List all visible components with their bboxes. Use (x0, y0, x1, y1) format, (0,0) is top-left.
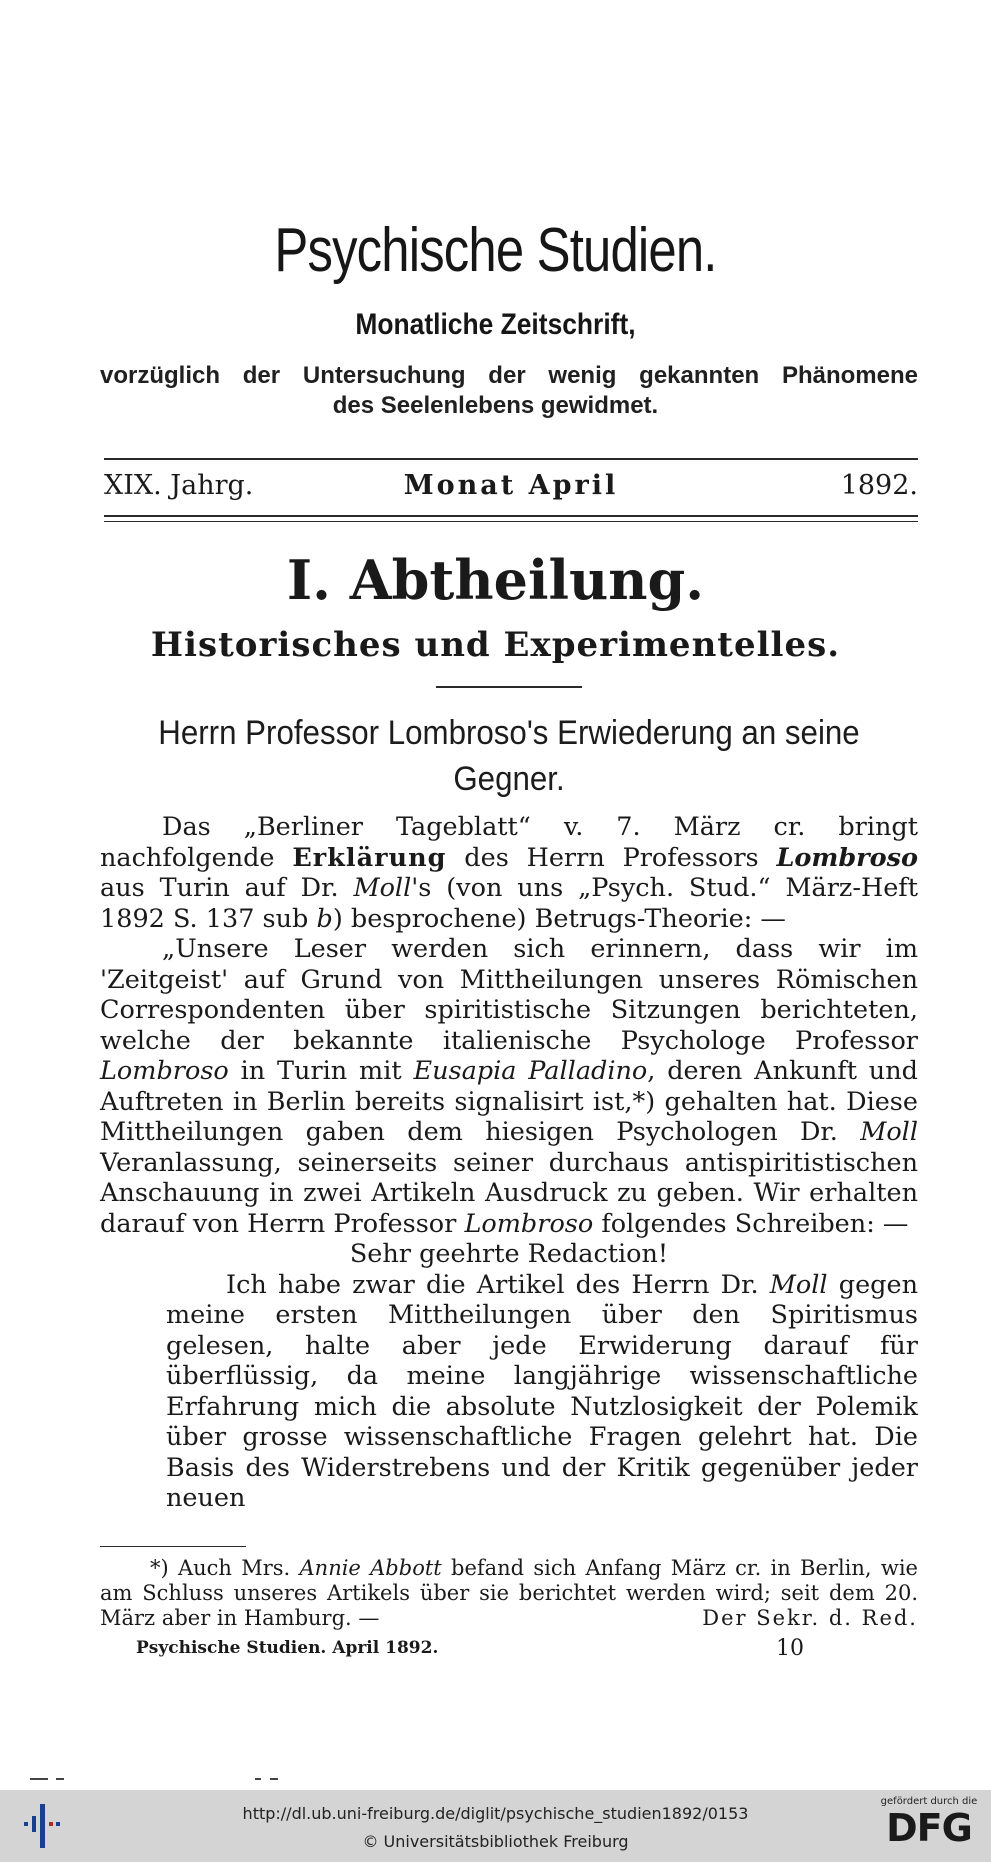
section-subtitle: Historisches und Experimentelles. (150, 625, 841, 665)
page-footer (136, 1636, 836, 1661)
journal-description-line-1: vorzüglich der Untersuchung der wenig gekannten Phänomene (100, 362, 918, 389)
journal-subtitle: Monatliche Zeitschrift, (355, 308, 636, 341)
header-rule-top (104, 458, 918, 460)
article-body (100, 812, 918, 1514)
text-run: des Herrn Professors (446, 842, 777, 873)
text-run: aus Turin auf Dr. (100, 873, 354, 903)
permalink-url[interactable]: http://dl.ub.uni-freiburg.de/diglit/psychische_studien1892/0153 (242, 1804, 749, 1823)
text-run: „Unsere Leser werden sich erinnern, dass wir im 'Zeitgeist' auf Grund von Mittheilungen unseres Römischen Correspondenten über spiritistische Sitzungen berichteten, welche der bekannte italienische Psychologe Professor (100, 934, 918, 1056)
issue-line (104, 470, 918, 510)
text-run: folgendes Schreiben: — (593, 1208, 909, 1239)
footnote-signature: Der Sekr. d. Red. (702, 1606, 918, 1630)
quote-paragraph (100, 934, 918, 1239)
name-run: Moll (860, 1117, 918, 1147)
section-title: I. Abtheilung. (286, 548, 705, 612)
footnote-paragraph (100, 1556, 918, 1631)
dfg-wordmark: DFG (886, 1806, 972, 1850)
text-run: , deren Ankunft und Auftreten in Berlin bereits signalisirt ist,*) gehalten hat. Diese Mittheilungen gaben dem hiesigen Psychologen Dr. (100, 1056, 918, 1147)
header-rule-bottom-1 (104, 515, 918, 517)
dfg-caption: gefördert durch die (880, 1796, 978, 1807)
name-run: Moll (769, 1269, 828, 1300)
dfg-logo (879, 1796, 979, 1858)
footnote (100, 1556, 918, 1631)
name-run: Lombroso (100, 1056, 229, 1086)
text-run: befand sich Anfang März cr. in Berlin, wie am Schluss unseres Artikels über sie berichtet werden wird; seit dem 20. März aber in Hamburg. — (100, 1556, 918, 1630)
section-divider (436, 686, 582, 688)
name-run: Eusapia Palladino (413, 1056, 648, 1086)
name-run: Lombroso (464, 1208, 594, 1239)
text-run: Veranlassung, seinerseits seiner durchaus antispiritistischen Anschauung in zwei Artikeln Ausdruck zu geben. Wir erhalten darauf von Herrn Professor (100, 1147, 918, 1239)
viewer-footer (0, 1790, 991, 1862)
footnote-rule (100, 1546, 246, 1547)
journal-description-line-2: des Seelenlebens gewidmet. (332, 392, 659, 419)
page-number: 10 (776, 1636, 804, 1661)
text-run: 's (von uns „Psych. Stud.“ März-Heft 1892 S. 137 sub (100, 873, 918, 934)
text-run: Das „Berliner Tageblatt“ v. 7. März cr. bringt nachfolgende (100, 812, 918, 873)
issue-month: Monat April (403, 470, 619, 501)
name-run: b (316, 903, 333, 934)
name-run: Lombroso (776, 842, 918, 873)
header-rule-bottom-2 (104, 521, 918, 522)
intro-paragraph (100, 812, 918, 934)
letter-block (166, 1270, 918, 1514)
scan-specks (20, 1778, 320, 1782)
article-title: Herrn Professor Lombroso's Erwiederung an seine Gegner. (158, 714, 860, 798)
text-run: ) besprochene) Betrugs-Theorie: — (332, 903, 786, 934)
text-run: *) Auch Mrs. (150, 1556, 300, 1580)
issue-year: 1892. (840, 470, 918, 501)
text-run: Ich habe zwar die Artikel des Herrn Dr. (226, 1269, 770, 1300)
name-run: Moll (353, 873, 412, 903)
journal-title: Psychische Studien. (274, 216, 717, 285)
letter-paragraph (166, 1270, 918, 1514)
letter-salutation: Sehr geehrte Redaction! (349, 1239, 669, 1269)
issue-volume: XIX. Jahrg. (104, 470, 254, 501)
name-run: Annie Abbott (299, 1556, 442, 1580)
text-run: gegen meine ersten Mittheilungen über den Spiritismus gelesen, halte aber jede Erwiderung darauf für überflüssig, da meine langjährige wissenschaftliche Erfahrung mich die absolute Nutzlosigkeit der Polemik über grosse wissenschaftliche Fragen gelehrt hat. Die Basis des Widerstrebens und der Kritik gegenüber jeder neuen (166, 1269, 918, 1513)
emphasis-run: Erklärung (292, 842, 447, 873)
text-run: in Turin mit (228, 1056, 414, 1086)
copyright-notice: © Universitätsbibliothek Freiburg (362, 1832, 629, 1851)
running-title: Psychische Studien. April 1892. (136, 1638, 439, 1658)
